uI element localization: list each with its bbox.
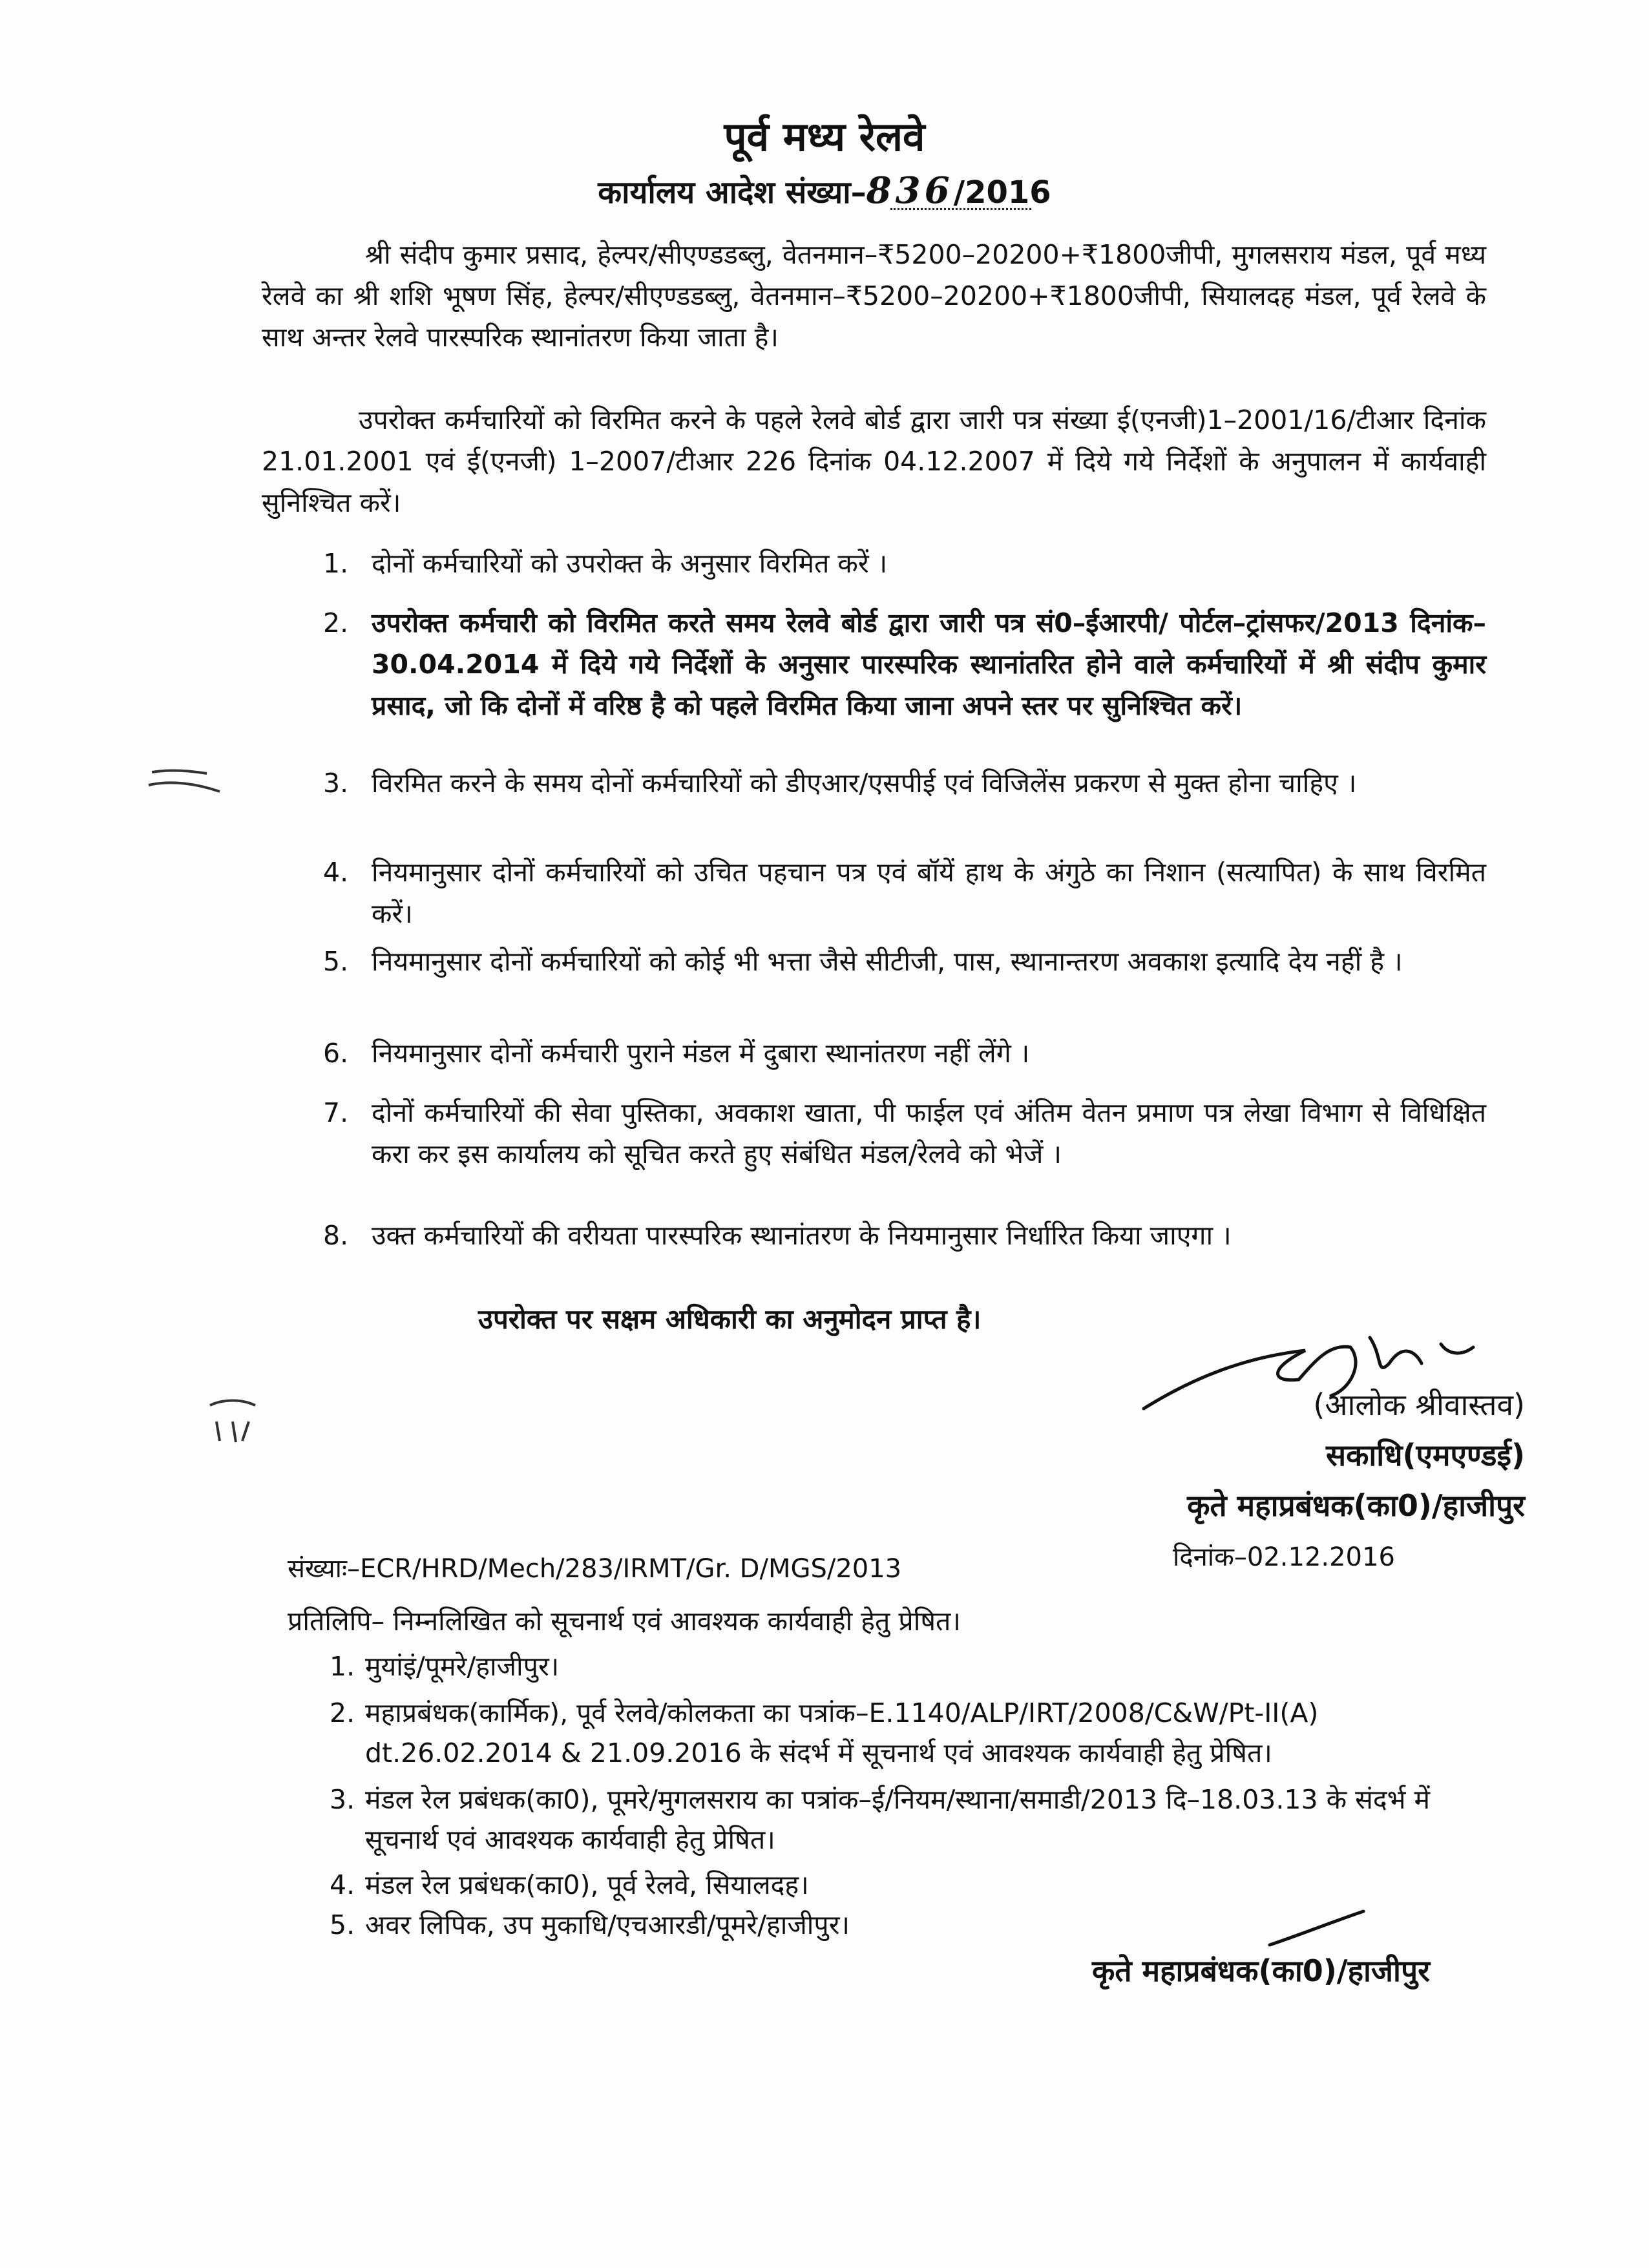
order-number-handwritten: 836 — [866, 169, 954, 212]
copy-item-text: महाप्रबंधक(कार्मिक), पूर्व रेलवे/कोलकता का पत्रांक–E.1140/ALP/IRT/2008/C&W/Pt-II(A) dt.26.02.2014 & 21.09.2016 के संदर्भ में सूचनार्थ एवं आवश्यक कार्यवाही हेतु प्रेषित। — [365, 1697, 1319, 1769]
signature-block — [1060, 1380, 1525, 1531]
signatory-for-line: कृते महाप्रबंधक(का0)/हाजीपुर — [1187, 1488, 1525, 1523]
list-item-text: उपरोक्त कर्मचारी को विरमित करते समय रेलवे बोर्ड द्वारा जारी पत्र सं0–ईआरपी/ पोर्टल–ट्रांसफर/2013 दिनांक–30.04.2014 में दिये गये निर्देशों के अनुसार पारस्परिक स्थानांतरित होने वाले कर्मचारियों में श्री संदीप कुमार प्रसाद, जो कि दोनों में वरिष्ठ है को पहले विरमित किया जाना अपने स्तर पर सुनिश्चित करें। — [372, 607, 1486, 721]
list-item-text: विरमित करने के समय दोनों कर्मचारियों को डीएआर/एसपीई एवं विजिलेंस प्रकरण से मुक्त होना चाहिए । — [372, 768, 1357, 799]
margin-scribble — [204, 1396, 262, 1447]
copy-item-text: मंडल रेल प्रबंधक(का0), पूमरे/मुगलसराय का पत्रांक–ई/नियम/स्थाना/समाडी/2013 दि–18.03.13 के संदर्भ में सूचनार्थ एवं आवश्यक कार्यवाही हेतु प्रेषित। — [365, 1784, 1430, 1855]
footer-for-line: कृते महाप्रबंधक(का0)/हाजीपुर — [1092, 1953, 1430, 1988]
list-item-text: उक्त कर्मचारियों की वरीयता पारस्परिक स्थानांतरण के नियमानुसार निर्धारित किया जाएगा । — [372, 1220, 1232, 1251]
copy-item-number: 3. — [330, 1784, 355, 1815]
list-item-text: दोनों कर्मचारियों की सेवा पुस्तिका, अवकाश खाता, पी फाईल एवं अंतिम वेतन प्रमाण पत्र लेखा विभाग से विधिक्षित करा कर इस कार्यालय को सूचित करते हुए संबंधित मंडल/रेलवे को भेजें । — [372, 1097, 1486, 1170]
document-title: पूर्व मध्य रेलवे — [724, 113, 925, 160]
approval-statement: उपरोक्त पर सक्षम अधिकारी का अनुमोदन प्राप्त है। — [478, 1303, 982, 1335]
copy-item-number: 2. — [330, 1697, 355, 1728]
list-item-number: 8. — [323, 1220, 349, 1251]
reference-number: संख्याः–ECR/HRD/Mech/283/IRMT/Gr. D/MGS/2013 — [288, 1554, 902, 1584]
copy-item-number: 1. — [330, 1651, 355, 1682]
paragraph-transfer: श्री संदीप कुमार प्रसाद, हेल्पर/सीएण्डडब्लु, वेतनमान–₹5200–20200+₹1800जीपी, मुगलसराय मंडल, पूर्व मध्य रेलवे का श्री शशि भूषण सिंह, हेल्पर/सीएण्डडब्लु, वेतनमान–₹5200–20200+₹1800जीपी, सियालदह मंडल, पूर्व रेलवे के साथ अन्तर रेलवे पारस्परिक स्थानांतरण किया जाता है। — [262, 239, 1486, 353]
list-item-number: 5. — [323, 946, 349, 977]
order-number-line — [0, 169, 1649, 213]
list-item-text: दोनों कर्मचारियों को उपरोक्त के अनुसार विरमित करें । — [372, 548, 888, 579]
copy-to-heading: प्रतिलिपि– निम्नलिखित को सूचनार्थ एवं आवश्यक कार्यवाही हेतु प्रेषित। — [288, 1606, 961, 1637]
list-item-number: 4. — [323, 857, 349, 888]
order-number-underline — [890, 208, 1031, 210]
instruction-list — [323, 543, 1486, 1254]
copy-to-list — [330, 1646, 1493, 1940]
copy-item-number: 5. — [330, 1909, 355, 1940]
signatory-designation: सकाधि(एमएण्डई) — [1325, 1438, 1525, 1473]
paragraph-instructions: उपरोक्त कर्मचारियों को विरमित करने के पहले रेलवे बोर्ड द्वारा जारी पत्र संख्या ई(एनजी)1–2001/16/टीआर दिनांक 21.01.2001 एवं ई(एनजी) 1–2007/टीआर 226 दिनांक 04.12.2007 में दिये गये निर्देशों के अनुपालन में कार्यवाही सुनिश्चित करें। — [262, 404, 1486, 518]
order-prefix: कार्यालय आदेश संख्या– — [598, 174, 867, 211]
list-item-text: नियमानुसार दोनों कर्मचारियों को उचित पहचान पत्र एवं बॉयें हाथ के अंगुठे का निशान (सत्यापित) के साथ विरमित करें। — [372, 857, 1486, 929]
list-item-text: नियमानुसार दोनों कर्मचारी पुराने मंडल में दुबारा स्थानांतरण नहीं लेंगे । — [372, 1038, 1030, 1069]
signatory-name: (आलोक श्रीवास्तव) — [1313, 1387, 1525, 1422]
list-item-number: 1. — [323, 548, 349, 579]
order-suffix: /2016 — [953, 174, 1051, 211]
reference-date: दिनांक–02.12.2016 — [1173, 1542, 1395, 1572]
margin-scribble — [145, 766, 223, 798]
list-item-number: 3. — [323, 768, 349, 799]
initial-stroke — [1266, 1906, 1370, 1951]
list-item-number: 2. — [323, 607, 349, 638]
list-item-number: 6. — [323, 1038, 349, 1069]
list-item-text: नियमानुसार दोनों कर्मचारियों को कोई भी भत्ता जैसे सीटीजी, पास, स्थानान्तरण अवकाश इत्यादि देय नहीं है । — [372, 946, 1403, 977]
copy-item-text: मंडल रेल प्रबंधक(का0), पूर्व रेलवे, सियालदह। — [365, 1869, 809, 1900]
copy-item-text: अवर लिपिक, उप मुकाधि/एचआरडी/पूमरे/हाजीपुर। — [365, 1909, 850, 1940]
copy-item-text: मुयांइं/पूमरे/हाजीपुर। — [365, 1651, 560, 1682]
copy-item-number: 4. — [330, 1869, 355, 1900]
list-item-number: 7. — [323, 1097, 349, 1128]
